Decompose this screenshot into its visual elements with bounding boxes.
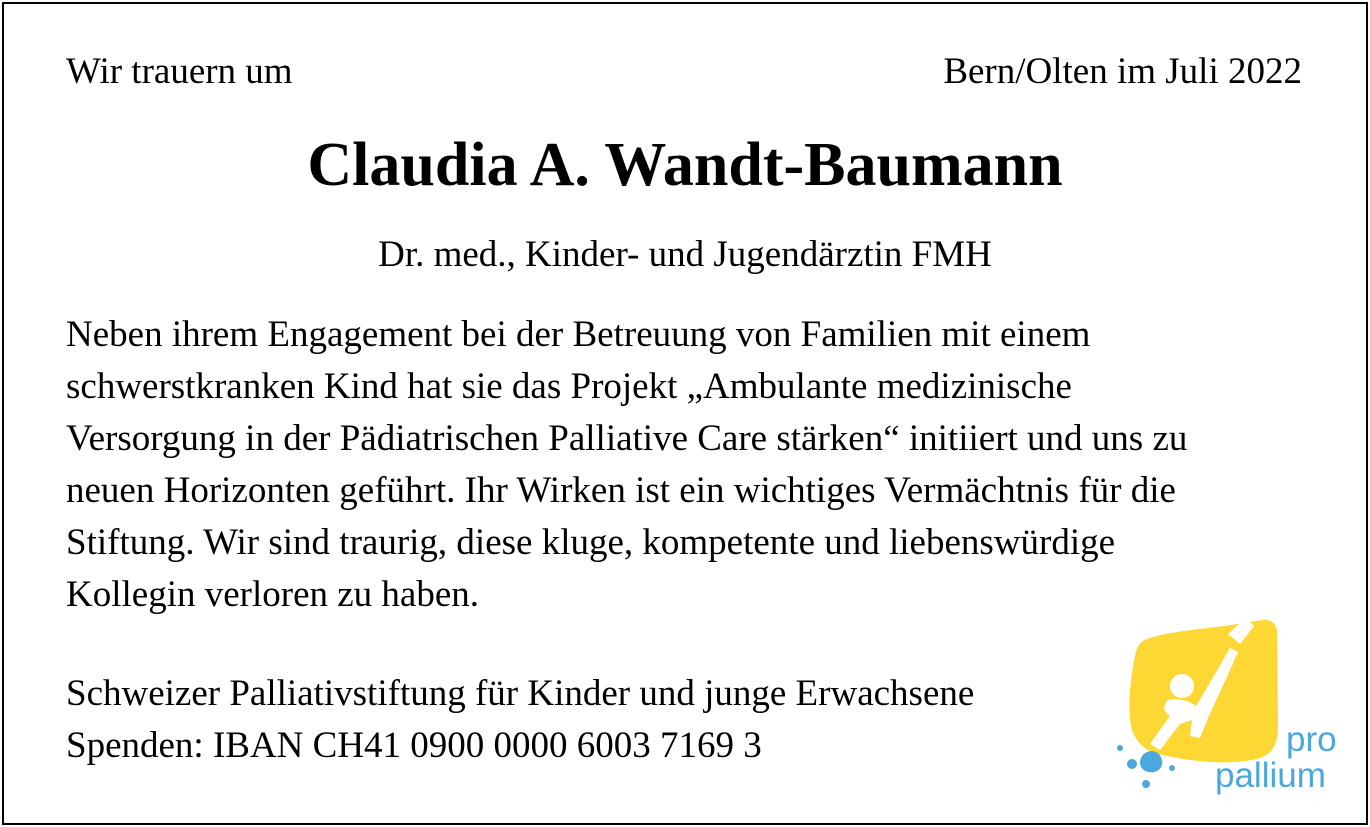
foundation-block [66, 668, 974, 772]
pro-pallium-logo [1112, 608, 1352, 808]
obituary-notice [2, 2, 1368, 825]
logo-word-pallium: pallium [1215, 756, 1326, 795]
tribute-line: neuen Horizonten geführt. Ihr Wirken ist ein wichtiges Vermächtnis für die [66, 470, 1176, 511]
foundation-name: Schweizer Palliativstiftung für Kinder und junge Erwachsene [66, 673, 975, 714]
mourning-intro: Wir trauern um [66, 51, 293, 92]
deceased-title: Dr. med., Kinder- und Jugendärztin FMH [378, 234, 992, 275]
tribute-line: Kollegin verloren zu haben. [66, 574, 480, 615]
tribute-text [66, 309, 1356, 621]
tribute-line: Neben ihrem Engagement bei der Betreuung von Familien mit einem [66, 314, 1091, 355]
tribute-line: Versorgung in der Pädiatrischen Palliative Care stärken“ initiiert und uns zu [66, 418, 1188, 459]
deceased-name: Claudia A. Wandt-Baumann [307, 131, 1063, 199]
place-and-date: Bern/Olten im Juli 2022 [943, 51, 1302, 92]
tribute-line: schwerstkranken Kind hat sie das Projekt „Ambulante medizinische [66, 366, 1072, 407]
tribute-line: Stiftung. Wir sind traurig, diese kluge, kompetente und liebenswürdige [66, 522, 1116, 563]
logo-yellow-square-icon [1129, 620, 1278, 763]
logo-word-pro: pro [1286, 720, 1337, 759]
donation-iban: Spenden: IBAN CH41 0900 0000 6003 7169 3 [66, 725, 762, 766]
